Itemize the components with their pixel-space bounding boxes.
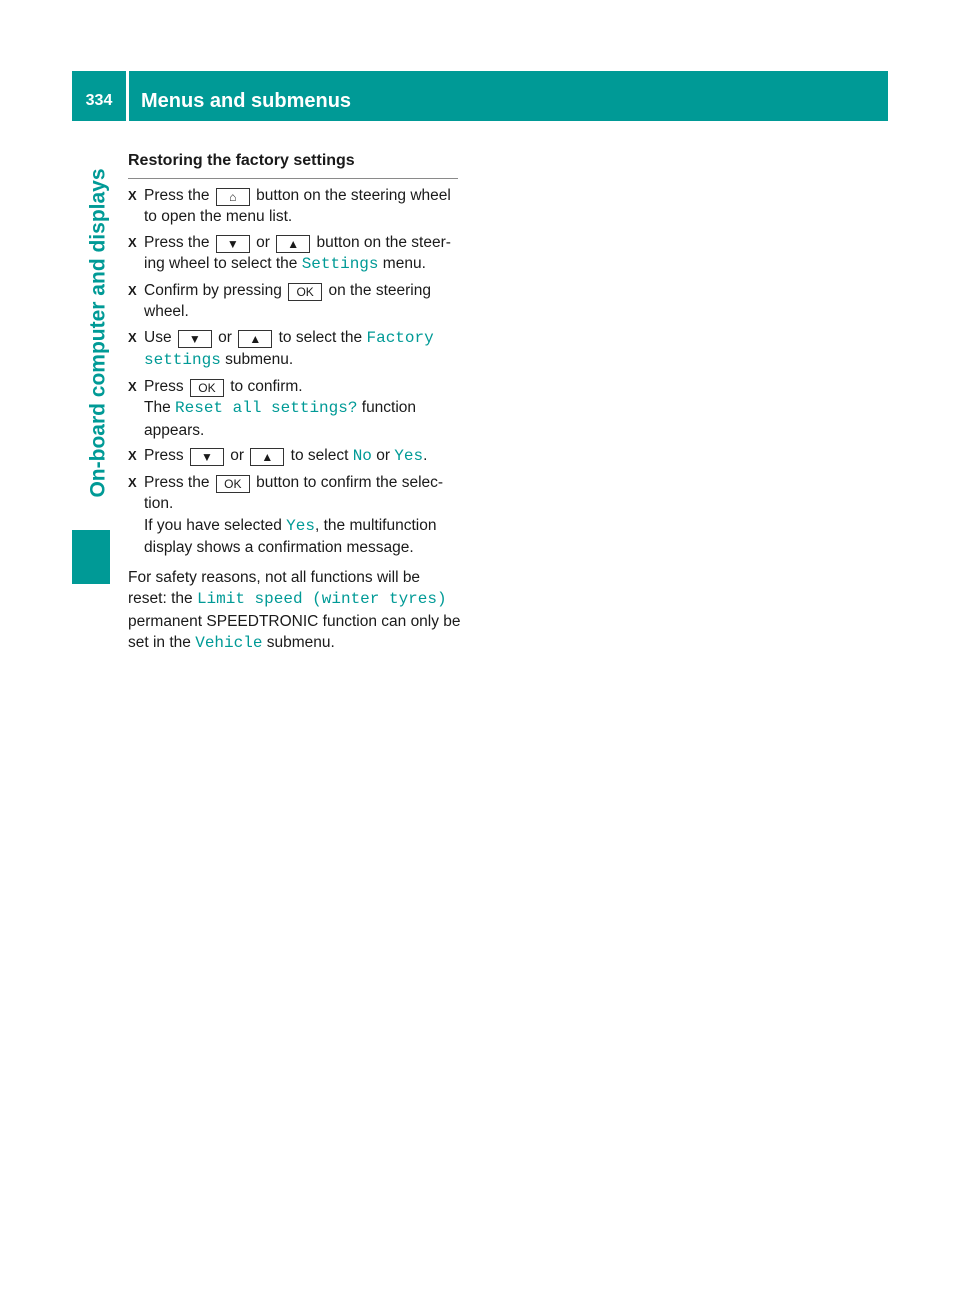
down-key-icon: ▼ [190,448,224,466]
up-key-icon: ▲ [238,330,272,348]
step-arrow-icon: X [128,474,137,490]
up-key-icon: ▲ [250,448,284,466]
step-text: If you have selected [144,516,287,534]
up-key-icon: ▲ [276,235,310,253]
step-arrow-icon: X [128,378,137,394]
step-text: or [251,233,275,251]
menu-name: Settings [301,255,379,273]
side-chapter-marker [72,530,110,584]
step-text: button to confirm the selec- tion. [144,473,444,512]
step-text: on the steering wheel. [144,281,431,320]
step-1 [128,185,463,228]
header-divider [126,71,129,121]
home-key-icon: ⌂ [216,188,250,206]
note-text: permanent SPEEDTRONIC function can only be set in the [128,612,461,651]
step-4 [128,327,463,372]
step-text: . [423,447,428,464]
step-6 [128,445,463,468]
note-text: submenu. [262,634,335,651]
option-no: No [352,447,372,465]
step-2 [128,232,463,276]
page-title: Menus and submenus [141,90,352,112]
step-text: to select the [274,328,367,346]
function-name: Limit speed (winter tyres) [196,590,447,608]
step-arrow-icon: X [128,282,137,298]
page-number: 334 [85,92,113,109]
option-yes: Yes [394,447,424,465]
step-text: or [213,328,237,346]
step-arrow-icon: X [128,187,137,203]
step-text: Press [144,377,188,395]
step-text: , the multifunction display shows a confirmation message. [144,516,437,556]
ok-key-icon: OK [216,475,250,493]
step-text: Press the [144,233,214,251]
step-text: or [371,447,395,464]
step-3 [128,280,463,323]
step-text: to select [286,447,353,464]
step-5 [128,376,463,442]
step-text: to confirm. [225,377,303,395]
step-text: button on the steering wheel to open the menu list. [144,186,451,225]
submenu-name: Factory settings [144,328,434,369]
step-arrow-icon: X [128,448,137,463]
side-chapter-text: On-board computer and displays [87,168,110,498]
step-text: button on the steer- ing wheel to select the [144,233,451,272]
step-text: menu. [378,255,426,272]
step-text: Use [144,328,176,346]
step-text: Press [144,447,188,464]
down-key-icon: ▼ [216,235,250,253]
submenu-name: Vehicle [195,634,263,652]
down-key-icon: ▼ [178,330,212,348]
step-text: Confirm by pressing [144,281,287,299]
safety-note [128,567,463,655]
ok-key-icon: OK [190,379,224,397]
step-text: submenu. [220,351,294,368]
note-text: For safety reasons, not all functions will be reset: the [128,568,421,607]
ok-key-icon: OK [288,283,322,301]
step-text: or [225,447,249,464]
side-chapter-label [72,137,126,529]
step-text: The [144,399,176,416]
step-text: function appears. [144,399,417,439]
section-title: Restoring the factory settings [128,150,458,179]
step-7 [128,472,463,559]
content [128,150,463,655]
function-name: Reset all settings? [175,399,358,417]
option-yes: Yes [286,516,315,535]
step-text: Press the [144,473,214,491]
step-text: Press the [144,186,214,204]
step-arrow-icon: X [128,329,137,345]
step-arrow-icon: X [128,234,137,250]
